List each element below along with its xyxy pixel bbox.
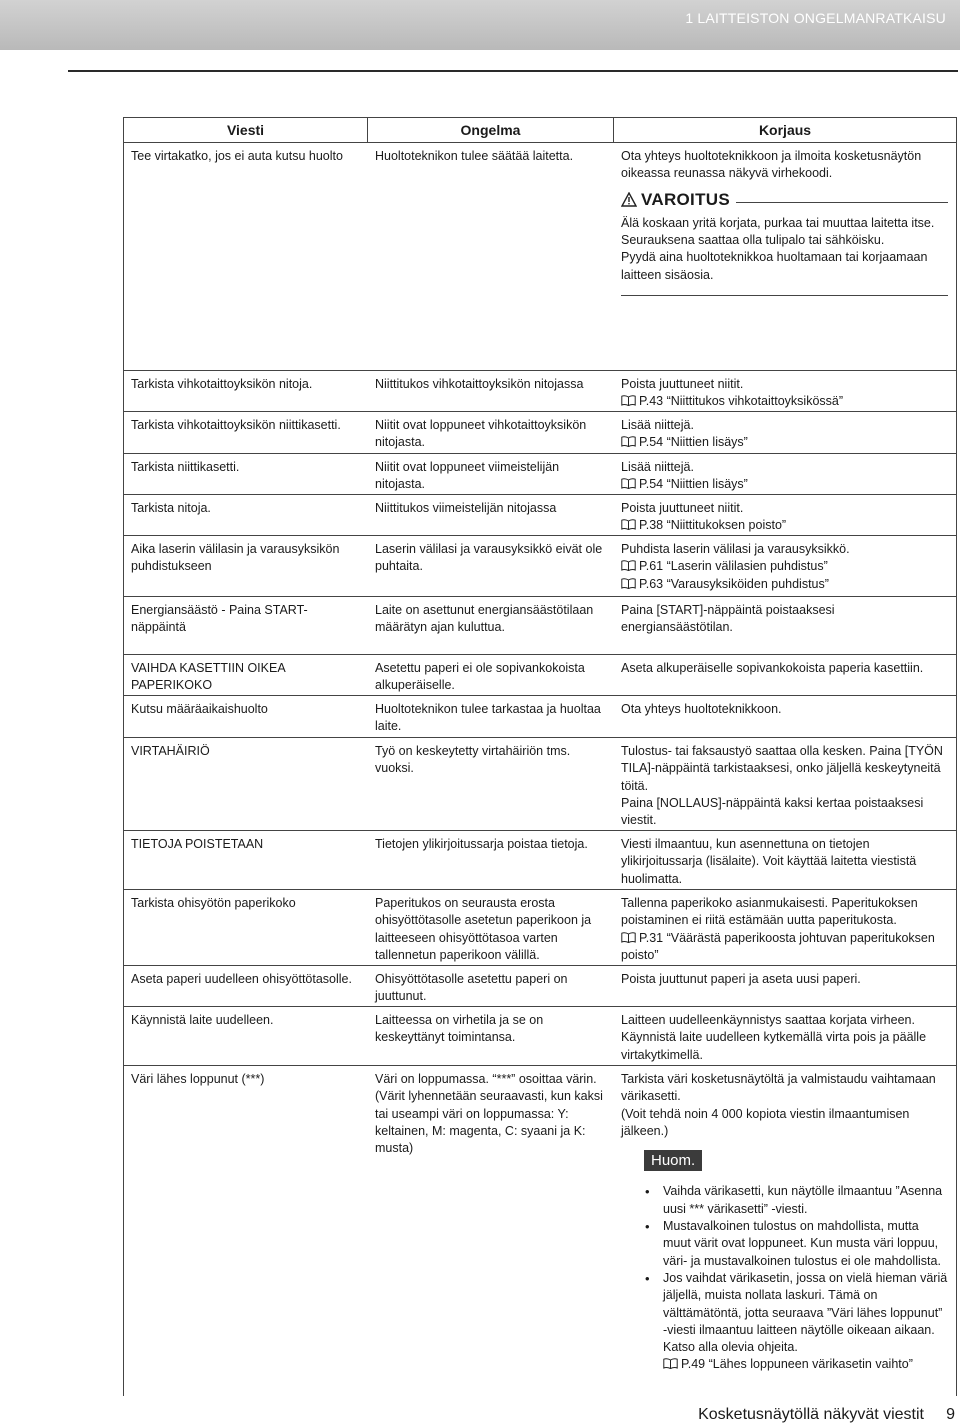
- fix-cell: [614, 143, 956, 370]
- fix-cell: Paina [START]-näppäintä poistaaksesi energiansäästötilan.: [621, 603, 835, 635]
- messages-table: [123, 117, 957, 1396]
- table-row: [124, 655, 956, 696]
- page-reference[interactable]: [621, 930, 948, 965]
- fix-text: Tulostus- tai faksaustyö saattaa olla kesken. Paina [TYÖN TILA]-näppäintä tarkistaaksesi, onko jäljellä keskeytyneitä töitä.: [621, 744, 943, 793]
- fix-cell: Aseta alkuperäiselle sopivankokoista paperia kasettiin.: [621, 661, 924, 675]
- note-item: • Mustavalkoinen tulostus on mahdollista, mutta muut värit ovat loppuneet. Kun musta väri loppuu, väri- ja mustavalkoinen tulostus ei ole mahdollista.: [663, 1218, 948, 1270]
- problem-cell: Laite on asettunut energiansäästötilaan määrätyn ajan kuluttua.: [375, 603, 594, 635]
- table-row: [124, 412, 956, 454]
- message-cell: Aseta paperi uudelleen ohisyöttötasolle.: [131, 972, 352, 986]
- message-cell: Käynnistä laite uudelleen.: [131, 1013, 274, 1027]
- problem-text: Väri on loppumassa. “***” osoittaa värin.: [375, 1072, 597, 1086]
- message-cell: TIETOJA POISTETAAN: [131, 837, 264, 851]
- problem-cell: Niittitukos viimeistelijän nitojassa: [375, 501, 557, 515]
- table-row: [124, 495, 956, 536]
- problem-cell: Tietojen ylikirjoitussarja poistaa tietoja.: [375, 837, 588, 851]
- book-icon: [621, 395, 636, 406]
- note-badge: Huom.: [644, 1150, 702, 1171]
- chapter-title: 1 LAITTEISTON ONGELMANRATKAISU: [685, 10, 946, 26]
- warning-bottom-divider: [621, 295, 948, 296]
- message-cell: Tarkista ohisyötön paperikoko: [131, 896, 296, 910]
- warning-title: VAROITUS: [641, 189, 730, 209]
- message-cell: Kutsu määräaikaishuolto: [131, 702, 268, 716]
- problem-cell: Niittitukos vihkotaittoyksikön nitojassa: [375, 377, 584, 391]
- fix-text: Lisää niittejä.: [621, 418, 694, 432]
- problem-cell: Työ on keskeytetty virtahäiriön tms. vuoksi.: [375, 744, 571, 776]
- problem-cell: Ohisyöttötasolle asetettu paperi on juuttunut.: [375, 972, 568, 1004]
- book-icon: [621, 436, 636, 447]
- book-icon: [621, 519, 636, 530]
- warning-body: [621, 215, 948, 284]
- book-icon: [621, 932, 636, 943]
- reference-text: P.54 “Niittien lisäys”: [639, 435, 748, 450]
- table-row: [124, 597, 956, 655]
- note-item: • Jos vaihdat värikasetin, jossa on vielä hieman väriä jäljellä, muista nollata laskuri. Tämä on välttämätöntä, jotta seuraava ”Väri lähes loppunut” -viesti ilmaantuu laitteen näytölle oikeaan aikaan. Katso alla olevia ohjeita.: [663, 1270, 948, 1356]
- message-cell: Tee virtakatko, jos ei auta kutsu huolto: [131, 149, 343, 163]
- table-row: [124, 536, 956, 597]
- warning-line: Seurauksena saattaa olla tulipalo tai sähköisku.: [621, 233, 885, 248]
- fix-cell: [614, 536, 956, 596]
- problem-cell: Huoltoteknikon tulee säätää laitetta.: [375, 149, 574, 163]
- problem-cell: Asetettu paperi ei ole sopivankokoista alkuperäiselle.: [375, 661, 585, 693]
- fix-cell: Laitteen uudelleenkäynnistys saattaa korjata virheen. Käynnistä laite uudelleen kytkemällä virta pois ja päälle virtakytkimellä.: [621, 1013, 927, 1062]
- table-row: [124, 1007, 956, 1066]
- fix-cell: [614, 371, 956, 411]
- fix-cell: [614, 412, 956, 453]
- warning-triangle-icon: [621, 192, 637, 207]
- header-divider: [68, 70, 958, 72]
- message-cell: Tarkista nitoja.: [131, 501, 211, 515]
- fix-text: Tarkista väri kosketusnäytöltä ja valmistaudu vaihtamaan värikasetti.: [621, 1072, 936, 1104]
- fix-cell: [614, 1066, 956, 1396]
- fix-cell: [614, 454, 956, 494]
- column-header-message: Viesti: [124, 118, 368, 142]
- reference-text: P.38 “Niittitukoksen poisto”: [639, 518, 787, 533]
- problem-text: (Värit lyhennetään seuraavasti, kun kaksi tai useampi väri on loppumassa: Y: keltainen, M: magenta, C: syaani ja K: musta): [375, 1089, 603, 1156]
- message-cell: Aika laserin välilasin ja varausyksikön puhdistukseen: [131, 542, 340, 574]
- fix-text: Ota yhteys huoltoteknikkoon ja ilmoita kosketusnäytön oikeassa reunassa näkyvä virhekoodi.: [621, 149, 922, 181]
- book-icon: [621, 478, 636, 489]
- page-reference[interactable]: [621, 558, 948, 575]
- message-cell: VIRTAHÄIRIÖ: [131, 744, 210, 758]
- reference-text: P.31 “Väärästä paperikoosta johtuvan paperitukoksen poisto”: [621, 930, 935, 962]
- footer-section-title: Kosketusnäytöllä näkyvät viestit: [698, 1406, 924, 1423]
- page-reference[interactable]: [621, 434, 948, 451]
- reference-text: P.49 “Lähes loppuneen värikasetin vaihto”: [681, 1357, 913, 1372]
- book-icon: [621, 578, 636, 589]
- reference-text: P.43 “Niittitukos vihkotaittoyksikössä”: [639, 394, 844, 409]
- table-row: [124, 966, 956, 1007]
- fix-text: Poista juuttuneet niitit.: [621, 377, 744, 391]
- fix-cell: [614, 738, 956, 830]
- problem-cell: Laitteessa on virhetila ja se on keskeyttänyt toimintansa.: [375, 1013, 544, 1045]
- reference-text: P.54 “Niittien lisäys”: [639, 477, 748, 492]
- warning-line: Pyydä aina huoltoteknikkoa huoltamaan tai korjaamaan laitteen sisäosia.: [621, 250, 928, 282]
- fix-text: Puhdista laserin välilasi ja varausyksikkö.: [621, 542, 850, 556]
- problem-cell: Huoltoteknikon tulee tarkastaa ja huoltaa laite.: [375, 702, 601, 734]
- book-icon: [663, 1358, 678, 1369]
- table-row: [124, 454, 956, 495]
- fix-cell: Poista juuttunut paperi ja aseta uusi paperi.: [621, 972, 861, 986]
- warning-line: Älä koskaan yritä korjata, purkaa tai muuttaa laitetta itse.: [621, 215, 935, 230]
- message-cell: VAIHDA KASETTIIN OIKEA PAPERIKOKO: [131, 661, 285, 693]
- fix-cell: Ota yhteys huoltoteknikkoon.: [621, 702, 782, 716]
- fix-cell: [614, 495, 956, 535]
- problem-cell: Laserin välilasi ja varausyksikkö eivät ole puhtaita.: [375, 542, 603, 574]
- problem-cell: [368, 1066, 614, 1396]
- message-cell: Tarkista vihkotaittoyksikön nitoja.: [131, 377, 313, 391]
- message-cell: Energiansäästö - Paina START-näppäintä: [131, 603, 308, 635]
- book-icon: [621, 560, 636, 571]
- fix-text: Lisää niittejä.: [621, 460, 694, 474]
- fix-text: (Voit tehdä noin 4 000 kopiota viestin ilmaantumisen jälkeen.): [621, 1106, 910, 1138]
- reference-text: P.63 “Varausyksiköiden puhdistus”: [639, 576, 829, 591]
- fix-text: Paina [NOLLAUS]-näppäintä kaksi kertaa poistaaksesi viestit.: [621, 795, 924, 828]
- fix-text: Poista juuttuneet niitit.: [621, 501, 744, 515]
- message-cell: Tarkista vihkotaittoyksikön niittikasetti.: [131, 418, 341, 432]
- page-reference[interactable]: [621, 576, 948, 593]
- problem-cell: Paperitukos on seurausta erosta ohisyöttötasolle asetetun paperikoon ja laitteeseen ohisyöttötasoa varten tallennetun paperikoon välillä.: [375, 896, 592, 962]
- warning-divider: [736, 202, 948, 203]
- page-reference[interactable]: [621, 1356, 948, 1373]
- table-row: [124, 831, 956, 890]
- fix-cell: Viesti ilmaantuu, kun asennettuna on tietojen ylikirjoitussarja (lisälaite). Voit käyttää laitetta viestistä huolimatta.: [621, 837, 917, 886]
- page-reference[interactable]: [621, 517, 948, 534]
- problem-cell: Niitit ovat loppuneet vihkotaittoyksikön nitojasta.: [375, 418, 587, 450]
- message-cell: Väri lähes loppunut (***): [131, 1072, 265, 1086]
- reference-text: P.61 “Laserin välilasien puhdistus”: [639, 559, 828, 574]
- table-row: [124, 371, 956, 412]
- page-number: 9: [946, 1406, 955, 1423]
- table-row: [124, 890, 956, 966]
- column-header-fix: Korjaus: [758, 122, 812, 138]
- table-row: [124, 143, 956, 371]
- table-row: [124, 696, 956, 738]
- table-row: [124, 738, 956, 831]
- note-item: • Vaihda värikasetti, kun näytölle ilmaantuu ”Asenna uusi *** värikasetti” -viesti.: [663, 1183, 948, 1218]
- table-header-row: [124, 118, 956, 143]
- header-band: [0, 0, 960, 50]
- warning-header: [621, 191, 948, 208]
- fix-text: Tallenna paperikoko asianmukaisesti. Paperitukoksen poistaminen ei riitä estämään uutta paperitukosta.: [621, 896, 918, 928]
- page-reference[interactable]: [621, 393, 948, 410]
- column-header-problem: Ongelma: [368, 118, 614, 142]
- table-row: [124, 1066, 956, 1396]
- page-reference[interactable]: [621, 476, 948, 493]
- note-list: [621, 1183, 948, 1356]
- fix-cell: [614, 890, 956, 965]
- message-cell: Tarkista niittikasetti.: [131, 460, 240, 474]
- problem-cell: Niitit ovat loppuneet viimeistelijän nitojasta.: [375, 460, 560, 492]
